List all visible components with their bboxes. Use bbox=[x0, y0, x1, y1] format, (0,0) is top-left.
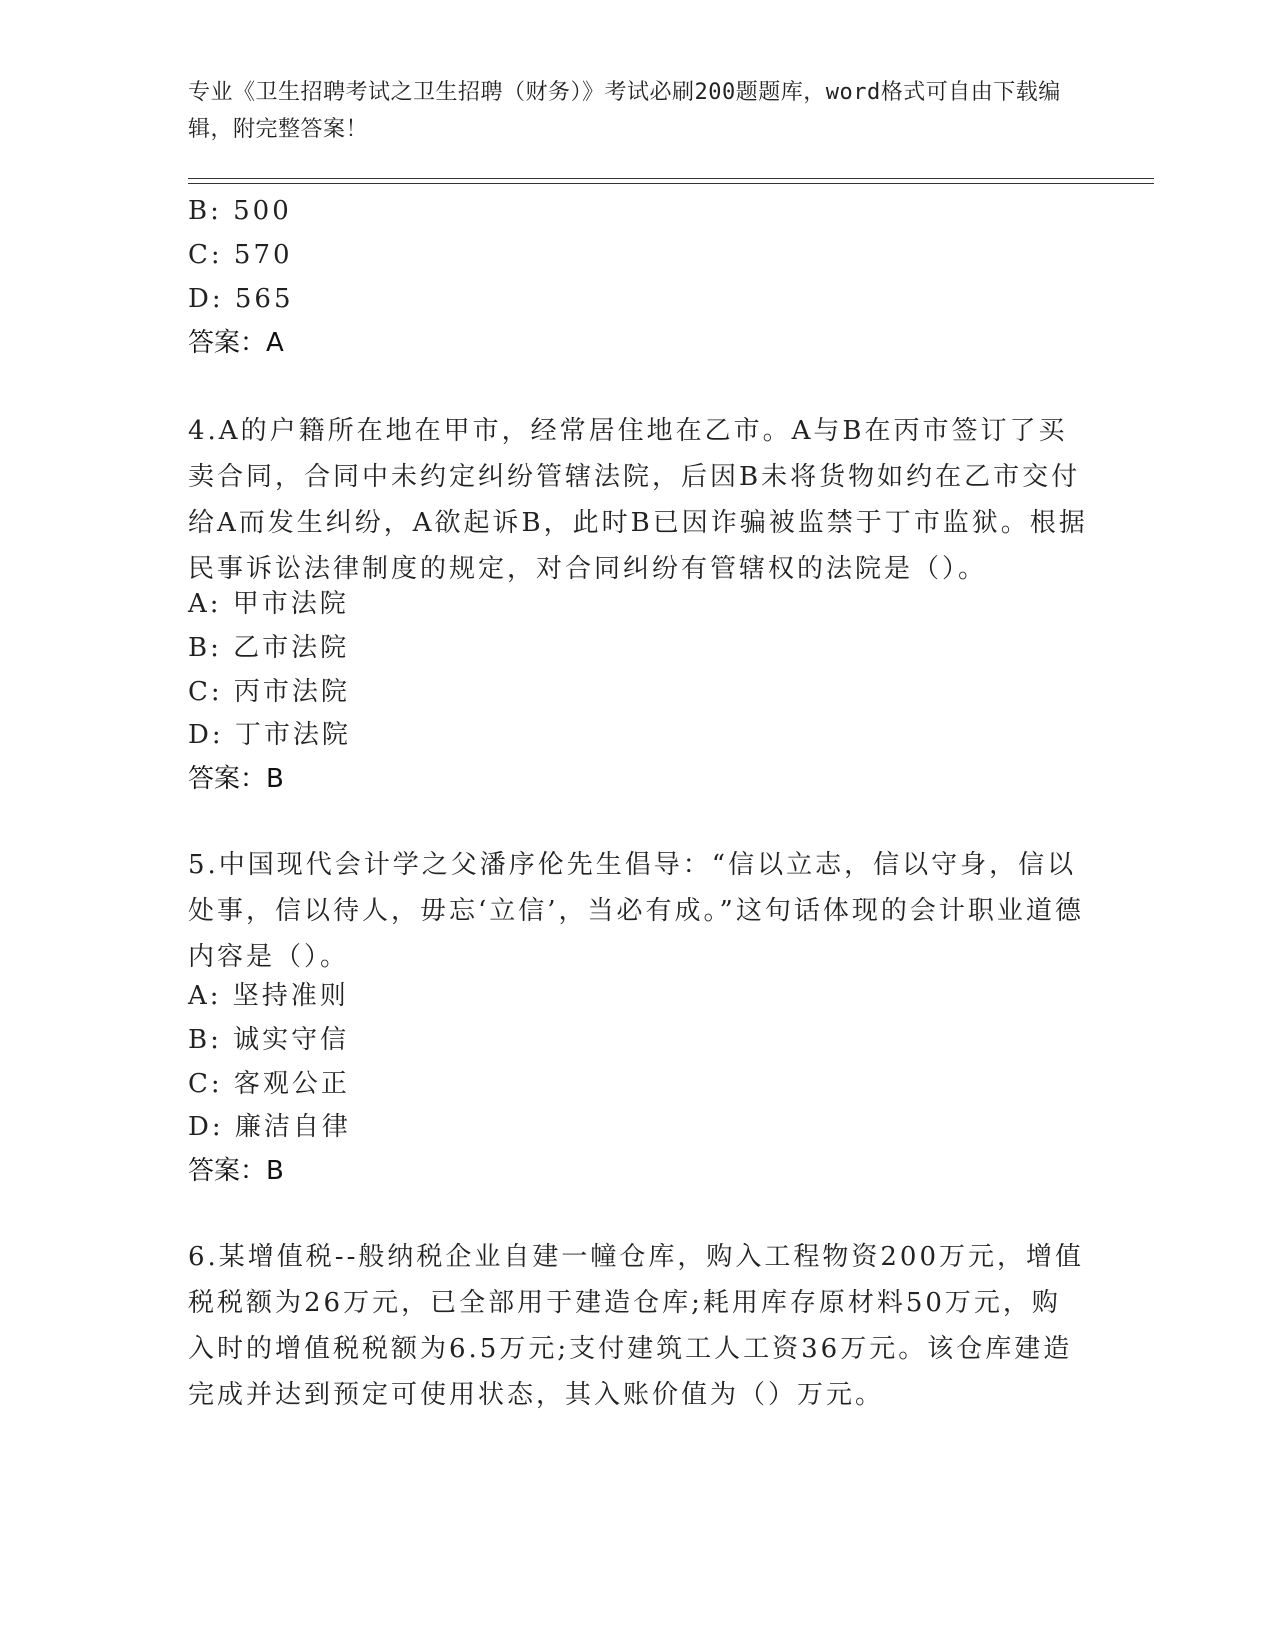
q4-stem: 4.A的户籍所在地在甲市，经常居住地在乙市。A与B在丙市签订了买卖合同，合同中未约定纠纷管辖法院，后因B未将货物如约在乙市交付给A而发生纠纷，A欲起诉B，此时B已因诈骗被监禁于丁市监狱。根据民事诉讼法律制度的规定，对合同纠纷有管辖权的法院是（）。 bbox=[188, 416, 1088, 584]
q5-option-b: B: 诚实守信 bbox=[188, 1025, 350, 1055]
q5-option-d: D: 廉洁自律 bbox=[188, 1112, 351, 1142]
q3-option-d: D: 565 bbox=[188, 284, 294, 314]
q4-option-a: A: 甲市法院 bbox=[188, 589, 349, 619]
q4-option-c: C: 丙市法院 bbox=[188, 677, 350, 707]
q5-stem: 5.中国现代会计学之父潘序伦先生倡导：“信以立志，信以守身，信以处事，信以待人，毋忘‘立信’，当必有成。”这句话体现的会计职业道德内容是（）。 bbox=[188, 850, 1084, 972]
q4-option-b: B: 乙市法院 bbox=[188, 633, 350, 663]
q4-answer: 答案：B bbox=[188, 764, 284, 794]
q4-option-d: D: 丁市法院 bbox=[188, 720, 351, 750]
q3-option-b: B: 500 bbox=[188, 196, 292, 226]
header-divider-bottom bbox=[188, 183, 1154, 184]
header-divider-top bbox=[188, 178, 1154, 179]
document-header: 专业《卫生招聘考试之卫生招聘（财务）》考试必刷200题题库，word格式可自由下载编辑，附完整答案！ bbox=[188, 80, 1061, 142]
q3-answer: 答案：A bbox=[188, 328, 284, 358]
q5-option-a: A: 坚持准则 bbox=[188, 981, 349, 1011]
q5-option-c: C: 客观公正 bbox=[188, 1069, 350, 1099]
q3-option-c: C: 570 bbox=[188, 240, 293, 270]
q6-stem: 6.某增值税--般纳税企业自建一幢仓库，购入工程物资200万元，增值税税额为26万元，已全部用于建造仓库;耗用库存原材料50万元，购入时的增值税税额为6.5万元;支付建筑工人工资36万元。该仓库建造完成并达到预定可使用状态，其入账价值为（）万元。 bbox=[188, 1242, 1085, 1410]
q5-answer: 答案：B bbox=[188, 1156, 284, 1186]
